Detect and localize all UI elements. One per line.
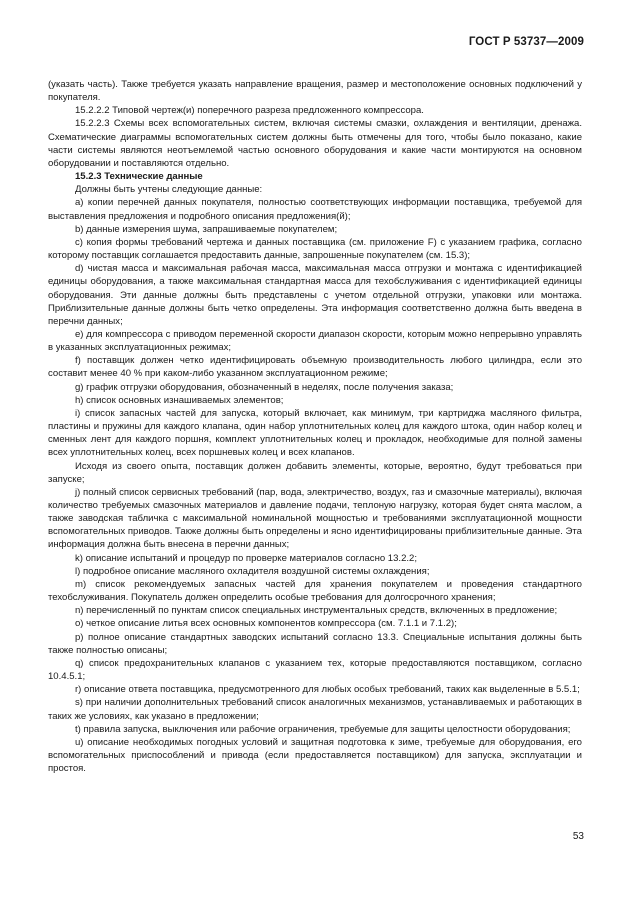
list-item: u) описание необходимых погодных условий и защитная подготовка к зиме, требуемые для оборудования, его вспомогательных приспособлений и привода (если предоставляется поставщиком) для запуска, эксплуатации и простоя. — [48, 736, 582, 775]
section-heading: 15.2.3 Технические данные — [75, 171, 203, 183]
list-item: p) полное описание стандартных заводских испытаний согласно 13.3. Специальные испытания должны быть также полностью описаны; — [48, 631, 582, 656]
paragraph: (указать часть). Также требуется указать направление вращения, размер и местоположение основных подключений у покупателя. — [48, 79, 582, 104]
list-item: q) список предохранительных клапанов с указанием тех, которые предоставляются поставщиком, согласно 10.4.5.1; — [48, 657, 582, 683]
paragraph: Исходя из своего опыта, поставщик должен добавить элементы, которые, вероятно, будут требоваться при запуске; — [48, 460, 582, 485]
list-item: d) чистая масса и максимальная рабочая масса, максимальная масса отгрузки и монтажа с идентификацией единицы оборудования, а также максимальная стандартная масса для техобслуживания с идентификацией единицы оборудования. Эти данные должны быть представлены с учетом отдельной отгрузки, упаковки или монтажа. Приблизительные данные должны быть четко определены. Эта информация соответственно должна быть введена в перечни данных; — [48, 263, 582, 327]
paragraph: 15.2.2.3 Схемы всех вспомогательных систем, включая системы смазки, охлаждения и вентиляции, дренажа. Схематические диаграммы вспомогательных систем должны быть отмечены для того, чтобы было показано, какие части системы являются неотъемлемой частью основного оборудования и какие части монтируются на основном оборудовании и поставляются отдельно. — [48, 118, 582, 169]
list-item: m) список рекомендуемых запасных частей для хранения покупателем и проведения стандартного техобслуживания. Покупатель должен определить особые требования для долгосрочного хранения; — [48, 578, 582, 604]
list-item: a) копии перечней данных покупателя, полностью соответствующих информации поставщика, требуемой для выставления предложения и подробного описания предложения(й); — [48, 197, 582, 222]
paragraph: Должны быть учтены следующие данные: — [75, 184, 263, 196]
list-item: g) график отгрузки оборудования, обозначенный в неделях, после получения заказа; — [75, 381, 454, 393]
list-item: s) при наличии дополнительных требований список аналогичных механизмов, устанавливаемых и работающих в таких же условиях, как указано в предложении; — [48, 697, 582, 722]
document-standard-header: ГОСТ Р 53737—2009 — [468, 36, 584, 48]
list-item: e) для компрессора с приводом переменной скорости диапазон скорости, которым можно непрерывно управлять в указанных эксплуатационных режимах; — [48, 328, 582, 354]
list-item: h) список основных изнашиваемых элементов; — [75, 394, 284, 406]
list-item: o) четкое описание литья всех основных компонентов компрессора (см. 7.1.1 и 7.1.2); — [75, 618, 457, 630]
list-item: l) подробное описание масляного охладителя воздушной системы охлаждения; — [75, 565, 430, 577]
list-item: t) правила запуска, выключения или рабочие ограничения, требуемые для защиты целостности оборудования; — [75, 723, 571, 735]
list-item: j) полный список сервисных требований (пар, вода, электричество, воздух, газ и смазочные материалы), включая количество требуемых смазочных материалов и давление подачи, теплоную нагрузку, которая будет снята маслом, а также заводская табличка с максимальной номинальной мощностью и требованиями эксплуатационной мощности вспомогательных приводов. Также должны быть определены и ясно идентифицированы приблизительные данные. Эта информация должна быть внесена в перечни данных; — [48, 486, 582, 551]
list-item: k) описание испытаний и процедур по проверке материалов согласно 13.2.2; — [75, 552, 418, 564]
list-item: r) описание ответа поставщика, предусмотренного для любых особых требований, таких как выделенные в 5.5.1; — [75, 684, 580, 696]
page-number: 53 — [572, 831, 584, 842]
list-item: f) поставщик должен четко идентифицировать объемную производительность любого цилиндра, если это составит менее 40 % при каком-либо указанном эксплуатационном режиме; — [48, 355, 582, 380]
paragraph: 15.2.2.2 Типовой чертеж(и) поперечного разреза предложенного компрессора. — [75, 105, 424, 117]
page-body — [48, 78, 582, 775]
list-item: i) список запасных частей для запуска, который включает, как минимум, три картриджа масляного фильтра, пластины и пружины для каждого клапана, один набор уплотнительных колец для каждого штока, один набор колец и сменных лент для каждого поршня, комплект уплотнительных колец и прокладок, необходимые для полной замены всех уплотнительных колец, всех поршневых колец и всех клапанов. — [48, 407, 582, 459]
list-item: b) данные измерения шума, запрашиваемые покупателем; — [75, 223, 338, 235]
list-item: n) перечисленный по пунктам список специальных инструментальных средств, включенных в предложение; — [75, 605, 558, 617]
list-item: c) копия формы требований чертежа и данных поставщика (см. приложение F) с указанием графика, согласно которому поставщик соглашается предоставить данные, запрошенные покупателем (см. 15.3); — [48, 236, 582, 262]
